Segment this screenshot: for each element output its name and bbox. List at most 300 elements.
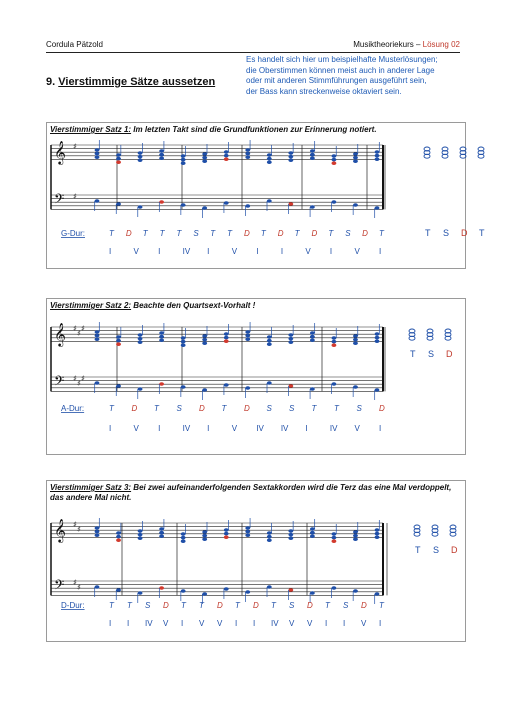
end-function-symbol: T bbox=[425, 228, 431, 238]
function-symbol: D bbox=[217, 601, 223, 610]
note-head bbox=[202, 341, 207, 345]
degree-numeral: I bbox=[256, 247, 259, 256]
page-header bbox=[46, 38, 460, 53]
sharp-icon: ♯ bbox=[73, 142, 77, 151]
function-symbol: S bbox=[145, 601, 151, 610]
note-head bbox=[288, 337, 293, 341]
sharp-icon: ♯ bbox=[73, 520, 77, 529]
note-head bbox=[224, 332, 229, 336]
note-head bbox=[138, 340, 143, 344]
bass-note-head bbox=[116, 202, 121, 206]
note-head bbox=[353, 534, 358, 538]
degree-numeral: I bbox=[207, 424, 210, 433]
note-head bbox=[159, 338, 164, 342]
solution-note: Es handelt sich hier um beispielhafte Musterlösungen; die Oberstimmen können meist auch in anderer Lage oder mit anderen Stimmführungen ausgeführt sein, der Bass kann streckenweise oktaviert sein. bbox=[246, 55, 438, 96]
bass-note-head bbox=[310, 387, 315, 391]
function-symbol: T bbox=[227, 229, 233, 238]
bass-note-head bbox=[245, 386, 250, 390]
note-head bbox=[310, 531, 315, 535]
function-symbol: D bbox=[361, 601, 367, 610]
degree-numeral: I bbox=[379, 619, 382, 628]
function-symbol: T bbox=[379, 229, 384, 238]
key-label: D-Dur: bbox=[61, 601, 85, 610]
note-head bbox=[159, 149, 164, 153]
key-label: A-Dur: bbox=[61, 404, 85, 413]
degree-numeral: I bbox=[343, 619, 346, 628]
bass-note-head bbox=[310, 205, 315, 209]
note-head bbox=[332, 343, 337, 347]
page-title: 9. Vierstimmige Sätze aussetzen bbox=[46, 76, 216, 88]
degree-numeral: V bbox=[361, 619, 367, 628]
bass-note-head bbox=[116, 384, 121, 388]
note-head bbox=[267, 160, 272, 164]
function-symbol: T bbox=[210, 229, 216, 238]
sharp-icon: ♯ bbox=[77, 525, 81, 534]
note-head bbox=[95, 330, 100, 334]
note-head bbox=[159, 335, 164, 339]
degree-numeral: I bbox=[325, 619, 328, 628]
function-symbol: T bbox=[142, 229, 148, 238]
bass-note-head bbox=[267, 199, 272, 203]
score-3 bbox=[47, 481, 465, 641]
bass-note-head bbox=[224, 201, 229, 205]
function-symbol: D bbox=[244, 229, 250, 238]
function-symbol: T bbox=[334, 404, 339, 413]
sharp-icon: ♯ bbox=[77, 329, 81, 338]
note-head bbox=[138, 337, 143, 341]
function-symbol: T bbox=[159, 229, 165, 238]
note-head bbox=[353, 341, 358, 345]
note-head bbox=[310, 156, 315, 160]
note-head bbox=[375, 339, 380, 343]
degree-numeral: I bbox=[329, 247, 333, 256]
note-head bbox=[245, 148, 250, 152]
note-head bbox=[375, 154, 380, 158]
treble-clef-icon: 𝄞 bbox=[54, 518, 66, 542]
note-head bbox=[267, 157, 272, 161]
note-head bbox=[245, 334, 250, 338]
function-symbol: T bbox=[127, 601, 132, 610]
note-head bbox=[181, 154, 186, 158]
function-symbol: S bbox=[345, 229, 351, 238]
note-head bbox=[159, 527, 164, 531]
degree-numeral: V bbox=[231, 247, 238, 256]
function-symbol: T bbox=[109, 404, 114, 413]
note-head bbox=[332, 336, 337, 340]
function-symbol: T bbox=[235, 601, 240, 610]
end-function-symbol: D bbox=[451, 545, 458, 555]
note-head bbox=[332, 158, 337, 162]
degree-numeral: I bbox=[109, 619, 112, 628]
bass-note-head bbox=[245, 590, 250, 594]
bass-note-head bbox=[95, 381, 100, 385]
bass-note-head bbox=[202, 206, 207, 210]
note-head bbox=[181, 536, 186, 540]
note-head bbox=[288, 155, 293, 159]
end-function-symbol: S bbox=[428, 349, 435, 359]
degree-numeral: V bbox=[163, 619, 169, 628]
bass-note-head bbox=[181, 589, 186, 593]
note-head bbox=[95, 148, 100, 152]
note-head bbox=[181, 539, 186, 543]
function-symbol: D bbox=[307, 601, 313, 610]
degree-numeral: I bbox=[127, 619, 130, 628]
end-function-symbol: D bbox=[446, 349, 453, 359]
note-head bbox=[375, 157, 380, 161]
function-symbol: S bbox=[266, 404, 272, 413]
bass-note-head bbox=[95, 585, 100, 589]
bass-note-head bbox=[375, 388, 380, 392]
function-symbol: D bbox=[362, 229, 368, 238]
note-head bbox=[181, 336, 186, 340]
note-head bbox=[375, 150, 380, 154]
function-symbol: T bbox=[379, 601, 384, 610]
degree-numeral: IV bbox=[271, 619, 279, 628]
degree-numeral: V bbox=[305, 247, 311, 256]
note-head bbox=[310, 153, 315, 157]
exercise-1-box bbox=[46, 122, 485, 269]
note-head bbox=[267, 538, 272, 542]
note-head bbox=[267, 531, 272, 535]
note-head bbox=[138, 533, 143, 537]
function-symbol: S bbox=[289, 404, 295, 413]
note-head bbox=[202, 334, 207, 338]
note-head bbox=[310, 149, 315, 153]
note-head bbox=[202, 152, 207, 156]
degree-numeral: IV bbox=[256, 424, 264, 433]
note-head bbox=[116, 157, 121, 161]
function-symbol: T bbox=[176, 229, 182, 238]
note-head bbox=[245, 330, 250, 334]
exercise-2-box bbox=[46, 298, 466, 455]
bass-note-head bbox=[116, 588, 121, 592]
bass-note-head bbox=[353, 385, 358, 389]
degree-numeral: IV bbox=[182, 247, 191, 256]
bass-note-head bbox=[375, 592, 380, 596]
note-head bbox=[245, 337, 250, 341]
note-head bbox=[181, 158, 186, 162]
note-head bbox=[310, 534, 315, 538]
note-head bbox=[181, 161, 186, 165]
degree-numeral: I bbox=[280, 247, 284, 256]
note-head bbox=[310, 338, 315, 342]
note-head bbox=[224, 336, 229, 340]
function-symbol: S bbox=[176, 404, 182, 413]
degree-numeral: I bbox=[109, 424, 112, 433]
degree-numeral: IV bbox=[182, 424, 191, 433]
note-head bbox=[288, 533, 293, 537]
treble-clef-icon: 𝄞 bbox=[54, 140, 66, 164]
note-head bbox=[159, 156, 164, 160]
note-head bbox=[353, 152, 358, 156]
note-head bbox=[181, 532, 186, 536]
note-head bbox=[202, 537, 207, 541]
exercise-caption: Vierstimmiger Satz 1: Im letzten Takt sind die Grundfunktionen zur Erinnerung notiert. bbox=[50, 125, 377, 134]
note-head bbox=[353, 338, 358, 342]
function-symbol: S bbox=[343, 601, 349, 610]
note-head bbox=[224, 150, 229, 154]
bass-note-head bbox=[202, 388, 207, 392]
end-function-symbol: D bbox=[461, 228, 468, 238]
function-symbol: T bbox=[154, 404, 159, 413]
note-head bbox=[245, 530, 250, 534]
degree-numeral: I bbox=[158, 424, 161, 433]
note-head bbox=[202, 530, 207, 534]
note-head bbox=[332, 539, 337, 543]
note-head bbox=[138, 529, 143, 533]
bass-note-head bbox=[332, 586, 337, 590]
note-head bbox=[288, 333, 293, 337]
bass-clef-icon: 𝄢 bbox=[54, 191, 65, 210]
degree-numeral: I bbox=[235, 619, 238, 628]
function-symbol: D bbox=[253, 601, 259, 610]
degree-numeral: I bbox=[379, 247, 382, 256]
function-symbol: T bbox=[181, 601, 186, 610]
note-head bbox=[138, 333, 143, 337]
bass-note-head bbox=[181, 203, 186, 207]
note-head bbox=[95, 533, 100, 537]
note-head bbox=[159, 331, 164, 335]
degree-numeral: V bbox=[133, 247, 139, 256]
note-head bbox=[353, 156, 358, 160]
score-1 bbox=[47, 123, 485, 268]
note-head bbox=[245, 526, 250, 530]
note-head bbox=[95, 337, 100, 341]
note-head bbox=[224, 535, 229, 539]
degree-numeral: I bbox=[109, 247, 112, 256]
degree-numeral: IV bbox=[145, 619, 153, 628]
bass-note-head bbox=[267, 381, 272, 385]
sharp-icon: ♯ bbox=[77, 583, 81, 592]
bass-note-head bbox=[224, 587, 229, 591]
bass-note-head bbox=[267, 585, 272, 589]
note-head bbox=[138, 536, 143, 540]
degree-numeral: IV bbox=[329, 424, 338, 433]
bass-note-head bbox=[224, 383, 229, 387]
degree-numeral: V bbox=[307, 619, 313, 628]
note-head bbox=[116, 160, 121, 164]
note-head bbox=[353, 530, 358, 534]
bass-note-head bbox=[332, 382, 337, 386]
function-symbol: T bbox=[294, 229, 300, 238]
note-head bbox=[267, 535, 272, 539]
function-symbol: T bbox=[221, 404, 227, 413]
end-function-symbol: S bbox=[433, 545, 440, 555]
note-head bbox=[138, 155, 143, 159]
bass-note-head bbox=[159, 200, 164, 204]
function-symbol: T bbox=[271, 601, 276, 610]
bass-note-head bbox=[288, 588, 293, 592]
note-head bbox=[288, 151, 293, 155]
function-symbol: S bbox=[289, 601, 295, 610]
note-head bbox=[375, 535, 380, 539]
bass-note-head bbox=[353, 203, 358, 207]
degree-numeral: I bbox=[253, 619, 256, 628]
note-head bbox=[202, 156, 207, 160]
function-symbol: D bbox=[277, 229, 284, 238]
degree-numeral: I bbox=[181, 619, 184, 628]
note-head bbox=[267, 335, 272, 339]
note-head bbox=[95, 530, 100, 534]
function-symbol: D bbox=[131, 404, 138, 413]
function-symbol: D bbox=[244, 404, 250, 413]
note-head bbox=[332, 536, 337, 540]
degree-numeral: V bbox=[231, 424, 238, 433]
note-head bbox=[95, 526, 100, 530]
note-head bbox=[202, 159, 207, 163]
bass-clef-icon: 𝄢 bbox=[54, 373, 65, 392]
bass-clef-icon: 𝄢 bbox=[54, 577, 65, 596]
end-function-symbol: T bbox=[479, 228, 485, 238]
degree-numeral: V bbox=[354, 424, 360, 433]
note-head bbox=[288, 536, 293, 540]
degree-numeral: I bbox=[158, 247, 161, 256]
note-head bbox=[116, 538, 121, 542]
bass-note-head bbox=[288, 202, 293, 206]
note-head bbox=[310, 335, 315, 339]
note-head bbox=[95, 334, 100, 338]
bass-note-head bbox=[202, 592, 207, 596]
function-symbol: T bbox=[109, 229, 114, 238]
exercise-3-box bbox=[46, 480, 466, 642]
bass-note-head bbox=[95, 199, 100, 203]
bass-note-head bbox=[353, 589, 358, 593]
note-head bbox=[224, 532, 229, 536]
function-symbol: T bbox=[328, 229, 334, 238]
degree-numeral: I bbox=[207, 247, 210, 256]
degree-numeral: IV bbox=[280, 424, 289, 433]
end-function-symbol: T bbox=[415, 545, 421, 555]
bass-note-head bbox=[138, 591, 143, 595]
end-function-symbol: S bbox=[443, 228, 450, 238]
note-head bbox=[159, 153, 164, 157]
treble-clef-icon: 𝄞 bbox=[54, 322, 66, 346]
note-head bbox=[138, 158, 143, 162]
note-head bbox=[95, 152, 100, 156]
note-head bbox=[245, 533, 250, 537]
note-head bbox=[181, 343, 186, 347]
score-2 bbox=[47, 299, 465, 454]
sharp-icon: ♯ bbox=[77, 379, 81, 388]
author-name: Cordula Pätzold bbox=[46, 40, 103, 49]
note-head bbox=[116, 335, 121, 339]
bass-note-head bbox=[310, 591, 315, 595]
bass-note-head bbox=[375, 206, 380, 210]
sharp-icon: ♯ bbox=[81, 324, 85, 333]
note-head bbox=[224, 157, 229, 161]
degree-numeral: I bbox=[305, 424, 308, 433]
note-head bbox=[332, 161, 337, 165]
note-head bbox=[245, 155, 250, 159]
note-head bbox=[202, 338, 207, 342]
note-head bbox=[267, 153, 272, 157]
note-head bbox=[332, 532, 337, 536]
bass-note-head bbox=[138, 387, 143, 391]
bass-note-head bbox=[138, 205, 143, 209]
note-head bbox=[353, 334, 358, 338]
note-head bbox=[181, 340, 186, 344]
note-head bbox=[245, 152, 250, 156]
note-head bbox=[375, 332, 380, 336]
sharp-icon: ♯ bbox=[73, 192, 77, 201]
note-head bbox=[353, 159, 358, 163]
sharp-icon: ♯ bbox=[73, 324, 77, 333]
note-head bbox=[116, 153, 121, 157]
note-head bbox=[288, 529, 293, 533]
function-symbol: T bbox=[311, 404, 317, 413]
end-function-symbol: T bbox=[410, 349, 416, 359]
note-head bbox=[310, 527, 315, 531]
note-head bbox=[310, 331, 315, 335]
exercise-caption: Vierstimmiger Satz 2: Beachte den Quartsext-Vorhalt ! bbox=[50, 301, 256, 310]
exercise-caption: Vierstimmiger Satz 3: Bei zwei aufeinanderfolgenden Sextakkorden wird die Terz das eine Mal verdoppelt, das andere Mal nicht. bbox=[50, 483, 452, 502]
note-head bbox=[224, 154, 229, 158]
sharp-icon: ♯ bbox=[73, 578, 77, 587]
function-symbol: D bbox=[311, 229, 318, 238]
note-head bbox=[116, 342, 121, 346]
note-head bbox=[332, 340, 337, 344]
degree-numeral: V bbox=[354, 247, 360, 256]
degree-numeral: I bbox=[379, 424, 382, 433]
function-symbol: D bbox=[125, 229, 132, 238]
bass-note-head bbox=[159, 382, 164, 386]
note-head bbox=[116, 339, 121, 343]
note-head bbox=[159, 534, 164, 538]
degree-numeral: V bbox=[199, 619, 205, 628]
note-head bbox=[353, 537, 358, 541]
degree-numeral: V bbox=[289, 619, 295, 628]
function-symbol: S bbox=[356, 404, 362, 413]
key-label: G-Dur: bbox=[61, 229, 85, 238]
function-symbol: T bbox=[325, 601, 330, 610]
note-head bbox=[159, 531, 164, 535]
function-symbol: T bbox=[199, 601, 204, 610]
note-head bbox=[138, 151, 143, 155]
note-head bbox=[202, 534, 207, 538]
degree-numeral: V bbox=[133, 424, 139, 433]
note-head bbox=[224, 339, 229, 343]
function-symbol: D bbox=[163, 601, 169, 610]
bass-note-head bbox=[245, 204, 250, 208]
bass-note-head bbox=[181, 385, 186, 389]
function-symbol: D bbox=[199, 404, 205, 413]
function-symbol: D bbox=[379, 404, 385, 413]
note-head bbox=[332, 154, 337, 158]
course-title: Musiktheoriekurs – Lösung 02 bbox=[353, 40, 460, 49]
note-head bbox=[267, 339, 272, 343]
note-head bbox=[116, 531, 121, 535]
bass-note-head bbox=[159, 586, 164, 590]
function-symbol: T bbox=[109, 601, 114, 610]
note-head bbox=[375, 532, 380, 536]
note-head bbox=[116, 535, 121, 539]
function-symbol: S bbox=[193, 229, 199, 238]
note-head bbox=[375, 336, 380, 340]
note-head bbox=[288, 158, 293, 162]
sharp-icon: ♯ bbox=[73, 374, 77, 383]
note-head bbox=[375, 528, 380, 532]
bass-note-head bbox=[332, 200, 337, 204]
note-head bbox=[95, 155, 100, 159]
note-head bbox=[267, 342, 272, 346]
bass-note-head bbox=[288, 384, 293, 388]
sharp-icon: ♯ bbox=[81, 374, 85, 383]
solution-label: Lösung 02 bbox=[422, 40, 460, 49]
function-symbol: T bbox=[260, 229, 266, 238]
note-head bbox=[224, 528, 229, 532]
note-head bbox=[288, 340, 293, 344]
degree-numeral: V bbox=[217, 619, 223, 628]
